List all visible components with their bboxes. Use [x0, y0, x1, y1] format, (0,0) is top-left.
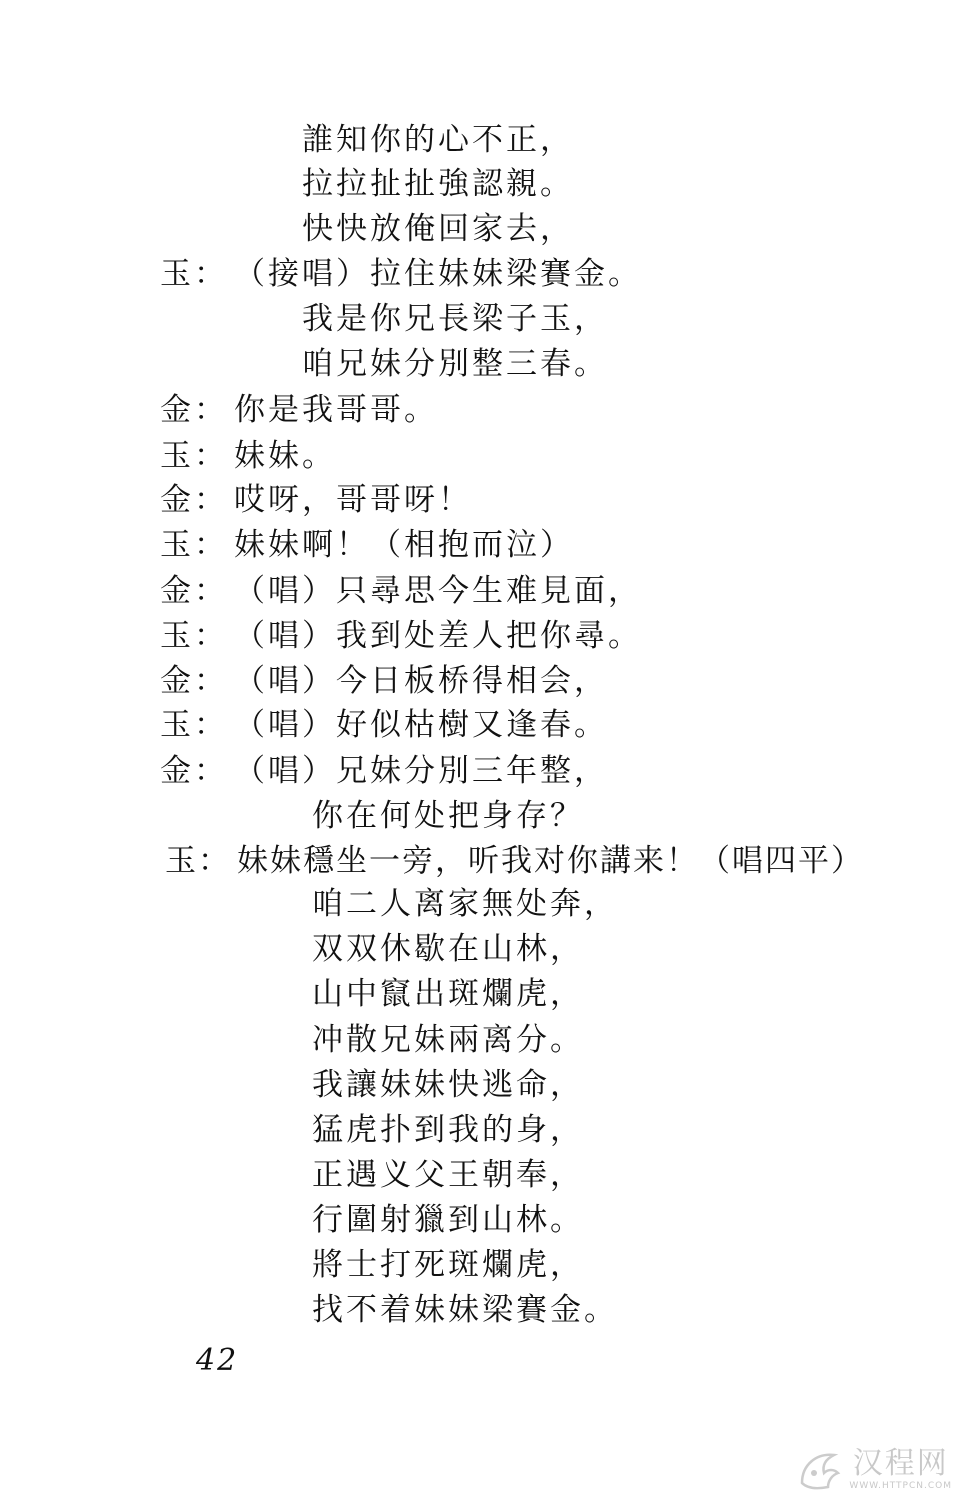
dialogue-line [160, 705, 608, 745]
line-text: （唱）我到处差人把你尋。 [234, 618, 642, 654]
line-text: 妹妹啊！（相抱而泣） [234, 527, 574, 563]
speaker-label: 金： [160, 573, 228, 609]
speaker-label: 玉： [165, 843, 231, 879]
verse-line [312, 1290, 618, 1330]
dialogue-line [165, 841, 864, 881]
dialogue-line [160, 751, 608, 791]
speaker-label: 金： [160, 663, 228, 699]
line-text: 哎呀，哥哥呀！ [234, 482, 472, 518]
line-text: 快快放俺回家去， [302, 211, 574, 247]
speaker-label: 玉： [160, 438, 228, 474]
dialogue-line [160, 525, 574, 565]
line-text: 咱二人离家無处奔， [312, 886, 618, 922]
verse-line [302, 120, 574, 160]
watermark-name: 汉程网 [852, 1446, 949, 1481]
speaker-label: 金： [160, 392, 228, 428]
line-text: （唱）今日板桥得相会， [234, 663, 608, 699]
verse-line [302, 299, 608, 339]
speaker-label: 玉： [160, 707, 228, 743]
verse-line [312, 929, 584, 969]
dialogue-line [160, 254, 642, 294]
line-text: 山中竄出斑爛虎， [312, 976, 584, 1012]
verse-line [302, 344, 608, 384]
speaker-label: 金： [160, 482, 228, 518]
line-text: （唱）只尋思今生难見面， [234, 573, 642, 609]
page-number: 42 [196, 1343, 239, 1378]
verse-line [312, 1245, 584, 1285]
line-text: （接唱）拉住妹妹梁賽金。 [234, 256, 642, 292]
line-text: 將士打死斑爛虎， [312, 1247, 584, 1283]
line-text: 你在何处把身存？ [312, 798, 584, 834]
line-text: 拉拉扯扯強認親。 [302, 166, 574, 202]
line-text: 行圍射獵到山林。 [312, 1202, 584, 1238]
verse-line [312, 974, 584, 1014]
verse-line [302, 209, 574, 249]
line-text: 找不着妹妹梁賽金。 [312, 1292, 618, 1328]
dialogue-line [160, 436, 336, 476]
line-text: 冲散兄妹兩离分。 [312, 1022, 584, 1058]
line-text: （唱）兄妹分別三年整， [234, 753, 608, 789]
watermark-logo-icon [794, 1443, 846, 1495]
verse-line [312, 796, 584, 836]
watermark [849, 1447, 952, 1491]
verse-line [312, 1065, 584, 1105]
dialogue-line [160, 571, 642, 611]
verse-line [312, 1020, 584, 1060]
speaker-label: 玉： [160, 527, 228, 563]
line-text: 妹妹穩坐一旁，听我对你講来！（唱四平） [237, 843, 864, 879]
speaker-label: 玉： [160, 256, 228, 292]
line-text: 双双休歇在山林， [312, 931, 584, 967]
dialogue-line [160, 390, 438, 430]
line-text: 我是你兄長梁子玉， [302, 301, 608, 337]
line-text: 你是我哥哥。 [234, 392, 438, 428]
verse-line [312, 1110, 584, 1150]
verse-line [312, 1155, 584, 1195]
line-text: （唱）好似枯樹又逢春。 [234, 707, 608, 743]
line-text: 猛虎扑到我的身， [312, 1112, 584, 1148]
speaker-label: 金： [160, 753, 228, 789]
watermark-url: WWW.HTTPCN.COM [849, 1481, 952, 1491]
verse-line [312, 884, 618, 924]
verse-line [312, 1200, 584, 1240]
verse-line [302, 164, 574, 204]
dialogue-line [160, 616, 642, 656]
dialogue-line [160, 661, 608, 701]
line-text: 正遇义父王朝奉， [312, 1157, 584, 1193]
speaker-label: 玉： [160, 618, 228, 654]
line-text: 咱兄妹分別整三春。 [302, 346, 608, 382]
dialogue-line [160, 480, 472, 520]
line-text: 我讓妹妹快逃命， [312, 1067, 584, 1103]
line-text: 誰知你的心不正， [302, 122, 574, 158]
line-text: 妹妹。 [234, 438, 336, 474]
